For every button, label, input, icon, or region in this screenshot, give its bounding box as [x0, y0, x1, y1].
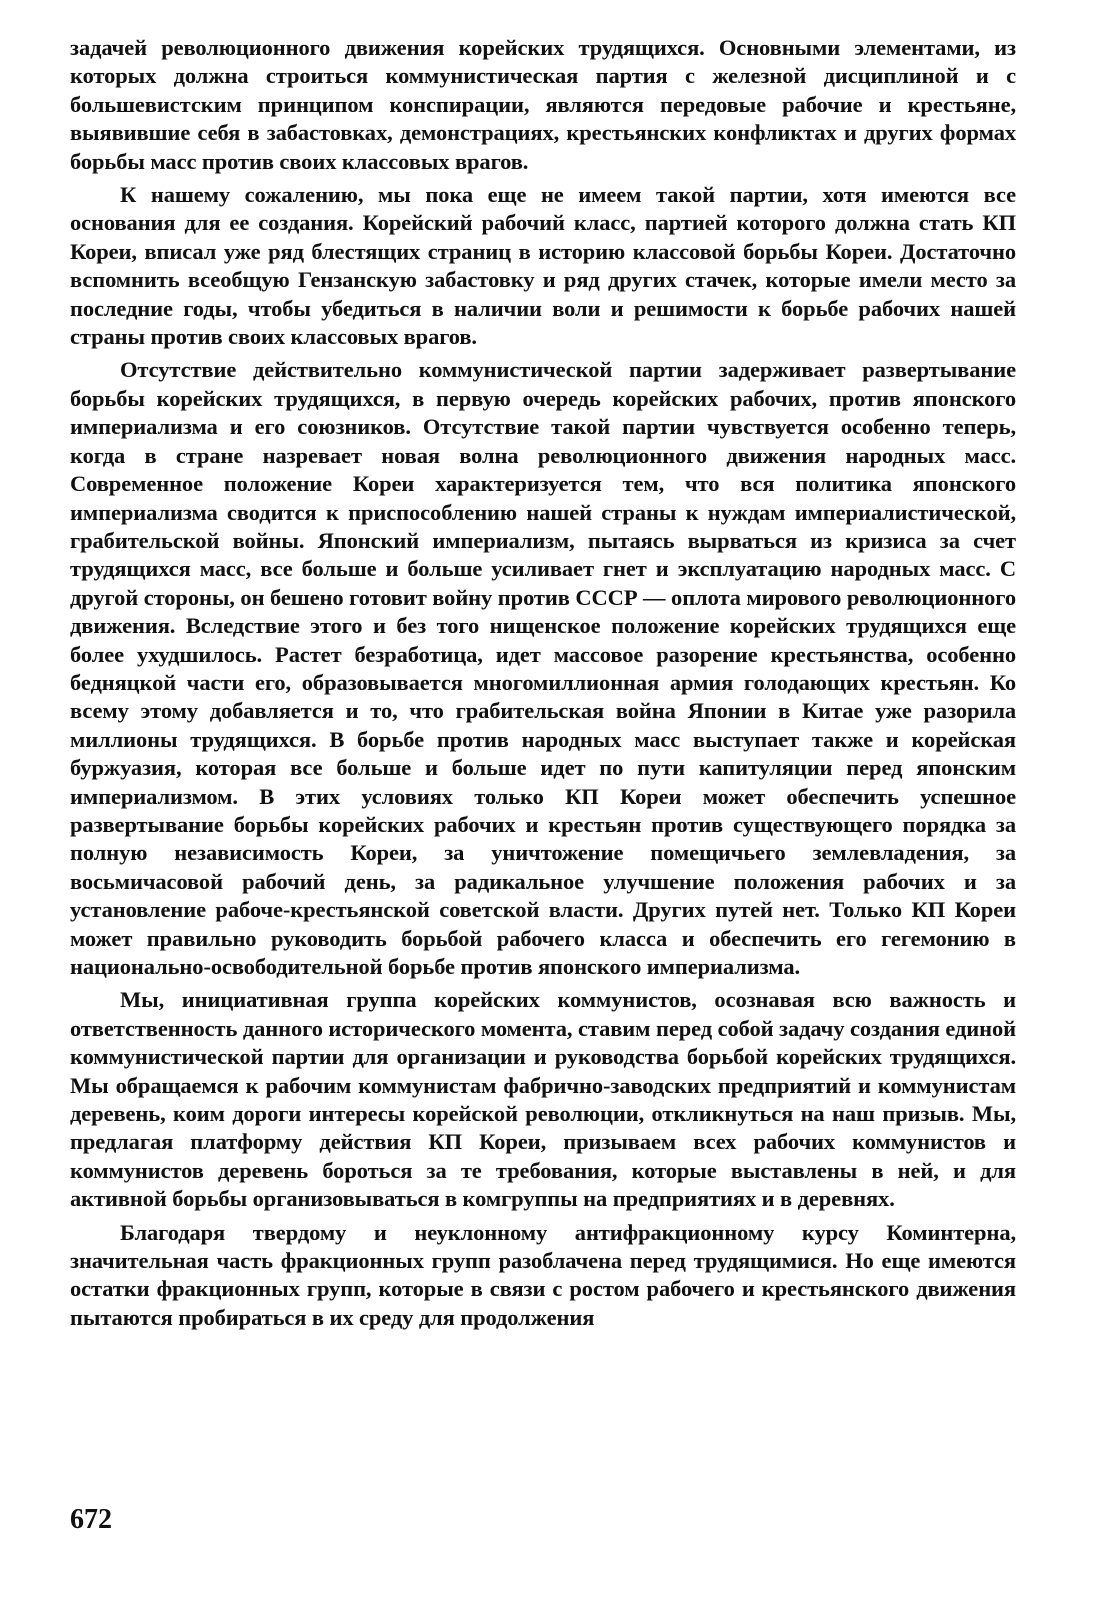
paragraph: Мы, инициативная группа корейских коммунистов, осознавая всю важность и ответственность данного исторического момента, ставим перед собой задачу создания единой коммунистической партии для организации и руководства борьбой корейских трудящихся. Мы обращаемся к рабочим коммунистам фабрично-заводских предприятий и коммунистам деревень, коим дороги интересы корейской революции, откликнуться на наш призыв. Мы, предлагая платформу действия КП Кореи, призываем всех рабочих коммунистов и коммунистов деревень бороться за те требования, которые выставлены в ней, и для активной борьбы организовываться в комгруппы на предприятиях и в деревнях.: [70, 987, 1016, 1212]
page-number: 672: [70, 1504, 112, 1535]
paragraph: Благодаря твердому и неуклонному антифракционному курсу Коминтерна, значительная часть фракционных групп разоблачена перед трудящимися. Но еще имеются остатки фракционных групп, которые в связи с ростом рабочего и крестьянского движения пытаются пробираться в их среду для продолжения: [70, 1219, 1016, 1330]
paragraph: Отсутствие действительно коммунистической партии задерживает развертывание борьбы корейских трудящихся, в первую очередь корейских рабочих, против японского империализма и его союзников. Отсутствие такой партии чувствуется особенно теперь, когда в стране назревает новая волна революционного движения народных масс. Современное положение Кореи характеризуется тем, что вся политика японского империализма сводится к приспособлению нашей страны к нуждам империалистической, грабительской войны. Японский империализм, пытаясь вырваться из кризиса за счет трудящихся масс, все больше и больше усиливает гнет и эксплуатацию народных масс. С другой стороны, он бешено готовит войну против СССР — оплота мирового революционного движения. Вследствие этого и без того нищенское положение корейских трудящихся еще более ухудшилось. Растет безработица, идет массовое разорение крестьянства, особенно бедняцкой части его, образовывается многомиллионная армия голодающих крестьян. Ко всему этому добавляется и то, что грабительская война Японии в Китае уже разорила миллионы трудящихся. В борьбе против народных масс выступает также и корейская буржуазия, которая все больше и больше идет по пути капитуляции перед японским империализмом. В этих условиях только КП Кореи может обеспечить успешное развертывание борьбы корейских рабочих и крестьян против существующего порядка за полную независимость Кореи, за уничтожение помещичьего землевладения, за восьмичасовой рабочий день, за радикальное улучшение положения рабочих и за установление рабоче-крестьянской советской власти. Других путей нет. Только КП Кореи может правильно руководить борьбой рабочего класса и обеспечить его гегемонию в национально-освободительной борьбе против японского империализма.: [70, 357, 1016, 979]
body-text: [70, 34, 1016, 1337]
document-page: [70, 10, 1016, 1590]
paragraph-continuation: задачей революционного движения корейских трудящихся. Основными элементами, из которых должна строиться коммунистическая партия с железной дисциплиной и с большевистским принципом конспирации, являются передовые рабочие и крестьяне, выявившие себя в забастовках, демонстрациях, крестьянских конфликтах и других формах борьбы масс против своих классовых врагов.: [70, 35, 1016, 174]
paragraph: К нашему сожалению, мы пока еще не имеем такой партии, хотя имеются все основания для ее создания. Корейский рабочий класс, партией которого должна стать КП Кореи, вписал уже ряд блестящих страниц в историю классовой борьбы Кореи. Достаточно вспомнить всеобщую Гензанскую забастовку и ряд других стачек, которые имели место за последние годы, чтобы убедиться в наличии воли и решимости к борьбе рабочих нашей страны против своих классовых врагов.: [70, 182, 1016, 350]
